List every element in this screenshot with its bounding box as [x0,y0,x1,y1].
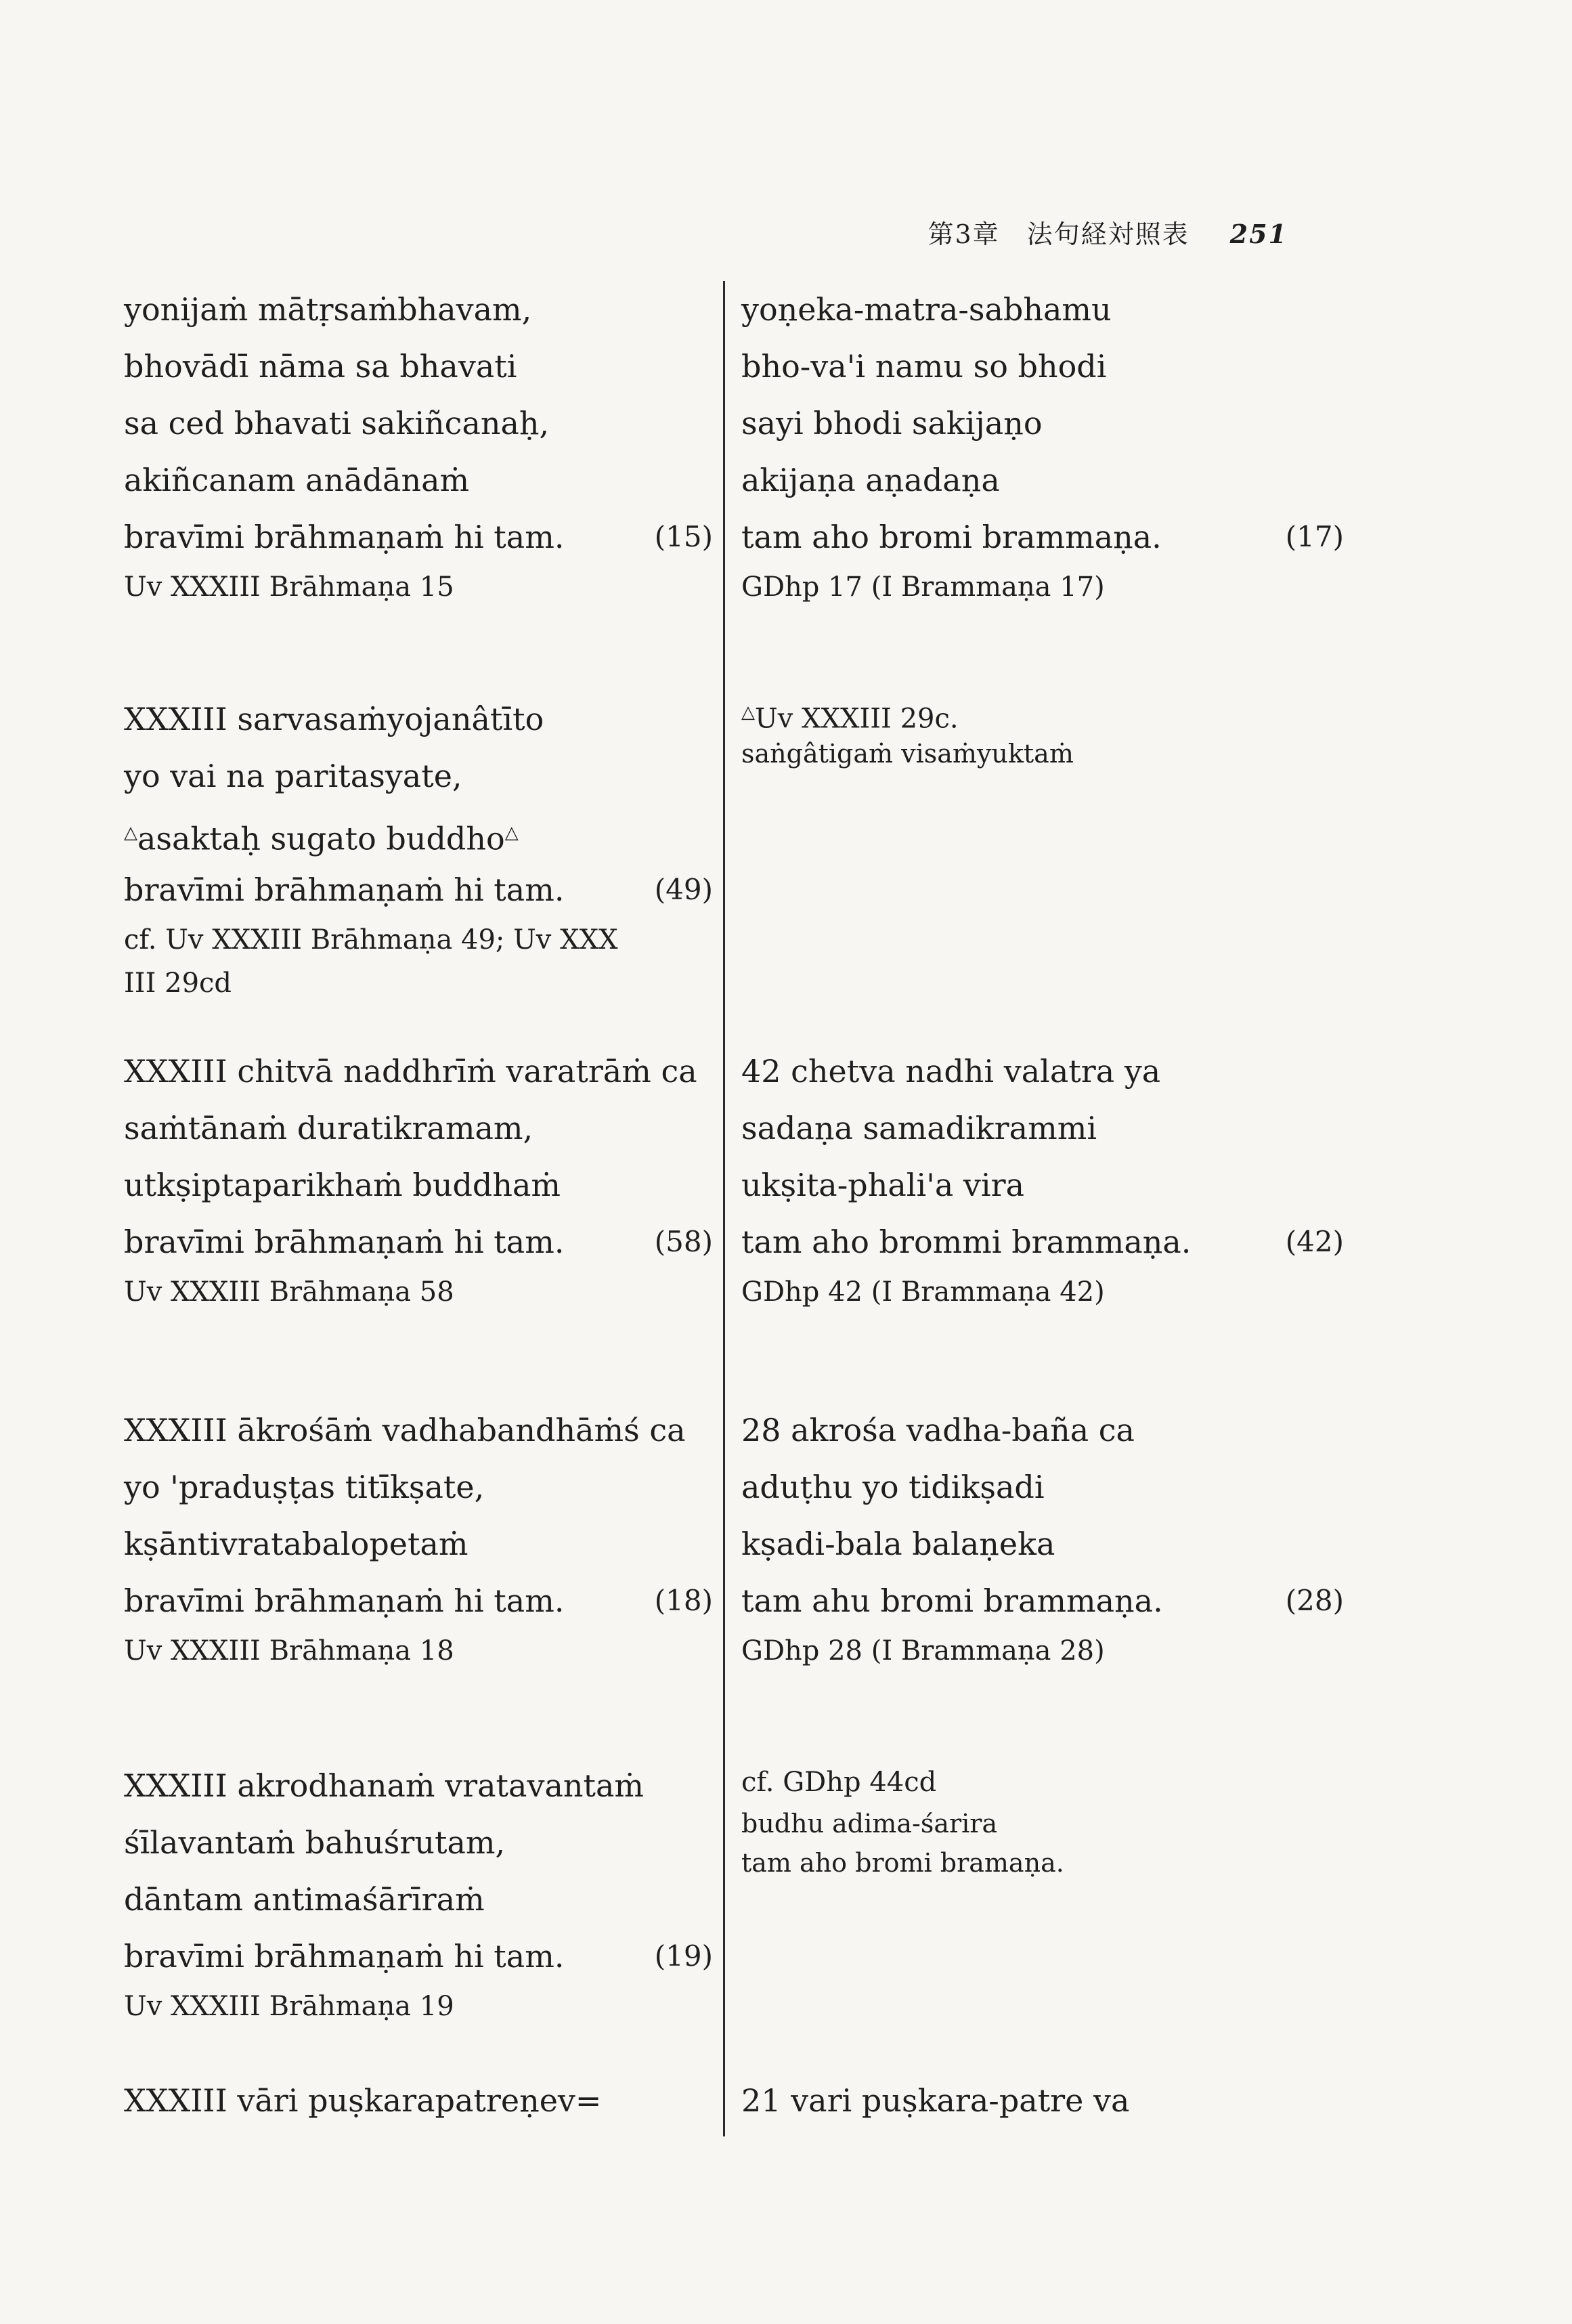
triangle-marker: △ [741,702,755,723]
verse-line: XXXIII vāri puṣkarapatreṇev= [124,2082,602,2119]
reference: GDhp 17 (I Brammaṇa 17) [741,572,1105,603]
left-entry-19 [124,1757,713,2028]
verse-line: utkṣiptaparikhaṁ buddhaṁ [124,1167,561,1203]
verse-line: △asaktaḥ sugato buddho△ [124,820,519,857]
verse-line: akijaṇa aṇadaṇa [741,462,1000,498]
verse-line: kṣadi-bala balaṇeka [741,1526,1055,1562]
verse-number: (28) [1285,1584,1344,1617]
verse-line: aduṭhu yo tidikṣadi [741,1469,1045,1505]
verse-line: yo 'praduṣṭas titīkṣate, [124,1469,485,1505]
triangle-marker: △ [124,823,137,843]
chapter-title: 第3章 法句経対照表 [927,219,1189,249]
verse-line: bravīmi brāhmaṇaṁ hi tam. (15) [124,509,713,565]
verse-number: (15) [654,520,713,553]
verse-line: kṣāntivratabalopetaṁ [124,1526,468,1562]
verse-line: 28 akrośa vadha-baña ca [741,1412,1135,1448]
reference: GDhp 42 (I Brammaṇa 42) [741,1276,1105,1308]
verse-number: (18) [654,1584,713,1617]
verse-line: bhovādī nāma sa bhavati [124,348,517,385]
verse-line: sadaṇa samadikrammi [741,1110,1097,1146]
verse-number: (17) [1285,520,1344,553]
verse-line: bravīmi brāhmaṇaṁ hi tam. (58) [124,1213,713,1270]
verse-line: akiñcanam anādānaṁ [124,462,470,498]
page-header [927,213,1288,251]
reference: Uv XXXIII Brāhmaṇa 58 [124,1276,454,1308]
column-divider [723,281,725,2136]
left-entry-58 [124,1043,713,1314]
right-note-44cd [741,1761,1330,1882]
right-entry-42 [741,1043,1344,1314]
right-note-29c [741,691,1330,773]
page-number: 251 [1229,219,1288,249]
verse-line: dāntam antimaśārīraṁ [124,1881,485,1918]
left-entry-18 [124,1402,713,1673]
verse-line: XXXIII akrodhanaṁ vratavantaṁ [124,1767,645,1804]
verse-line: XXXIII chitvā naddhrīṁ varatrāṁ ca [124,1053,697,1090]
left-entry-vari [124,2072,713,2129]
verse-line: yoṇeka-matra-sabhamu [741,291,1112,328]
verse-line: XXXIII sarvasaṁyojanâtīto [124,701,544,737]
verse-number: (42) [1285,1225,1344,1258]
verse-number: (58) [654,1225,713,1258]
note-line: budhu adima-śarira [741,1809,998,1838]
note-line: △Uv XXXIII 29c. [741,702,959,735]
note-line: saṅgâtigaṁ visaṁyuktaṁ [741,739,1074,769]
note-line: tam aho bromi bramaṇa. [741,1848,1064,1878]
verse-line: śīlavantaṁ bahuśrutam, [124,1824,506,1861]
verse-line: tam ahu bromi brammaṇa. (28) [741,1572,1330,1629]
reference: Uv XXXIII Brāhmaṇa 15 [124,572,454,603]
verse-line: bravīmi brāhmaṇaṁ hi tam. (18) [124,1572,713,1629]
verse-line: sayi bhodi sakijaṇo [741,405,1043,442]
right-entry-21 [741,2072,1330,2129]
verse-line: bho-va'i namu so bhodi [741,348,1107,385]
verse-line: sa ced bhavati sakiñcanaḥ, [124,405,550,442]
triangle-marker: △ [504,823,519,843]
right-entry-17 [741,281,1344,609]
verse-number: (49) [654,873,713,906]
verse-number: (19) [654,1939,713,1973]
reference: cf. Uv XXXIII Brāhmaṇa 49; Uv XXX [124,924,618,955]
verse-line: tam aho brommi brammaṇa. (42) [741,1213,1330,1270]
left-entry-49 [124,691,713,1005]
note-line: cf. GDhp 44cd [741,1767,937,1798]
left-entry-15 [124,281,713,609]
reference: Uv XXXIII Brāhmaṇa 19 [124,1991,454,2022]
verse-line: bravīmi brāhmaṇaṁ hi tam. (49) [124,861,713,918]
verse-line: ukṣita-phali'a vira [741,1167,1024,1203]
verse-line: 42 chetva nadhi valatra ya [741,1053,1161,1090]
verse-line: bravīmi brāhmaṇaṁ hi tam. (19) [124,1928,713,1985]
right-entry-28 [741,1402,1344,1673]
verse-line: XXXIII ākrośāṁ vadhabandhāṁś ca [124,1412,686,1448]
verse-line: saṁtānaṁ duratikramam, [124,1110,533,1146]
reference: III 29cd [124,968,232,999]
verse-line: yo vai na paritasyate, [124,758,462,794]
verse-line: yonijaṁ mātṛsaṁbhavam, [124,291,532,328]
verse-line: tam aho bromi brammaṇa. (17) [741,509,1330,565]
reference: Uv XXXIII Brāhmaṇa 18 [124,1635,454,1666]
verse-line: 21 vari puṣkara-patre va [741,2082,1130,2119]
reference: GDhp 28 (I Brammaṇa 28) [741,1635,1105,1666]
